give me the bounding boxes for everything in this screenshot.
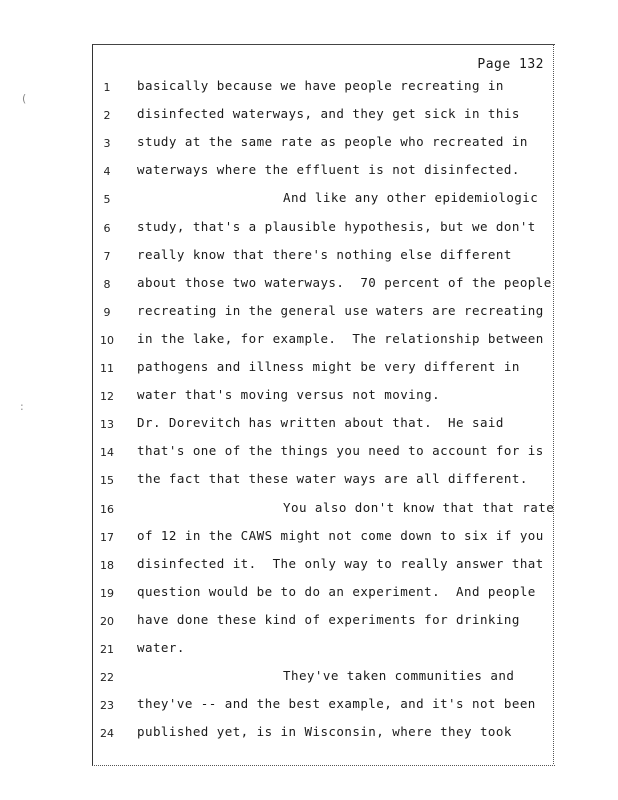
transcript-line (0, 724, 618, 744)
line-text: they've -- and the best example, and it's not been (137, 696, 536, 712)
line-text: disinfected it. The only way to really answer that (137, 555, 544, 571)
line-number: 11 (100, 362, 114, 375)
transcript-line (0, 106, 618, 126)
transcript-line (0, 275, 618, 295)
transcript-line (0, 359, 618, 379)
line-text: the fact that these water ways are all different. (137, 471, 528, 487)
line-number: 5 (103, 193, 111, 207)
transcript-line (0, 696, 618, 716)
transcript-line (0, 303, 618, 323)
line-text: Dr. Dorevitch has written about that. He said (137, 415, 504, 431)
transcript-line (0, 556, 618, 576)
line-text: disinfected waterways, and they get sick in this (137, 106, 520, 122)
line-text: about those two waterways. 70 percent of the people (137, 274, 552, 290)
line-text: published yet, is in Wisconsin, where they took (137, 724, 512, 740)
transcript-line (0, 471, 618, 491)
transcript-line (0, 640, 618, 660)
line-text: You also don't know that that rate (283, 499, 555, 515)
transcript-line (0, 247, 618, 267)
line-text: of 12 in the CAWS might not come down to six if you (137, 527, 544, 543)
transcript-line (0, 584, 618, 604)
margin-mark: : (20, 400, 24, 413)
line-number: 19 (100, 586, 114, 600)
line-number: 14 (100, 446, 114, 460)
line-text: really know that there's nothing else different (137, 246, 512, 262)
line-number: 17 (100, 530, 114, 544)
transcript-line (0, 443, 618, 463)
transcript-line (0, 162, 618, 182)
line-number: 21 (100, 643, 114, 656)
line-number: 9 (103, 305, 111, 319)
transcript-line (0, 668, 618, 688)
transcript-line (0, 190, 618, 210)
line-text: question would be to do an experiment. And people (137, 583, 536, 599)
line-number: 22 (100, 671, 114, 685)
line-number: 3 (103, 137, 111, 151)
transcript-line (0, 528, 618, 548)
line-text: And like any other epidemiologic (283, 190, 539, 206)
line-text: that's one of the things you need to account for is (137, 443, 544, 459)
line-text: They've taken communities and (283, 668, 515, 684)
line-text: have done these kind of experiments for drinking (137, 611, 520, 627)
line-number: 4 (103, 165, 111, 179)
transcript-line (0, 415, 618, 435)
transcript-line (0, 612, 618, 632)
transcript-line (0, 78, 618, 98)
line-number: 24 (100, 727, 114, 741)
transcript-line (0, 219, 618, 239)
line-number: 12 (100, 390, 114, 404)
transcript-line (0, 387, 618, 407)
line-text: basically because we have people recreating in (137, 78, 504, 93)
transcript-line (0, 331, 618, 351)
line-number: 1 (103, 81, 111, 94)
line-text: study at the same rate as people who recreated in (137, 134, 528, 150)
line-number: 23 (100, 699, 114, 713)
transcript-line (0, 500, 618, 520)
line-text: recreating in the general use waters are recreating (137, 302, 544, 318)
line-text: study, that's a plausible hypothesis, but we don't (137, 218, 536, 234)
line-text: pathogens and illness might be very different in (137, 359, 520, 374)
line-number: 20 (100, 614, 114, 628)
page-number: Page 132 (477, 57, 544, 72)
line-number: 6 (103, 221, 111, 235)
line-text: water that's moving versus not moving. (137, 387, 441, 403)
line-text: in the lake, for example. The relationship between (137, 330, 544, 346)
line-number: 13 (100, 418, 114, 432)
line-text: waterways where the effluent is not disinfected. (137, 162, 520, 178)
line-number: 18 (100, 558, 114, 572)
line-number: 16 (100, 502, 114, 516)
line-number: 10 (100, 333, 114, 347)
line-number: 2 (103, 109, 111, 123)
transcript-line (0, 134, 618, 154)
line-text: water. (137, 640, 185, 655)
line-number: 15 (100, 474, 114, 488)
margin-mark: ( (22, 92, 27, 105)
line-number: 8 (103, 277, 111, 291)
line-number: 7 (103, 249, 111, 263)
